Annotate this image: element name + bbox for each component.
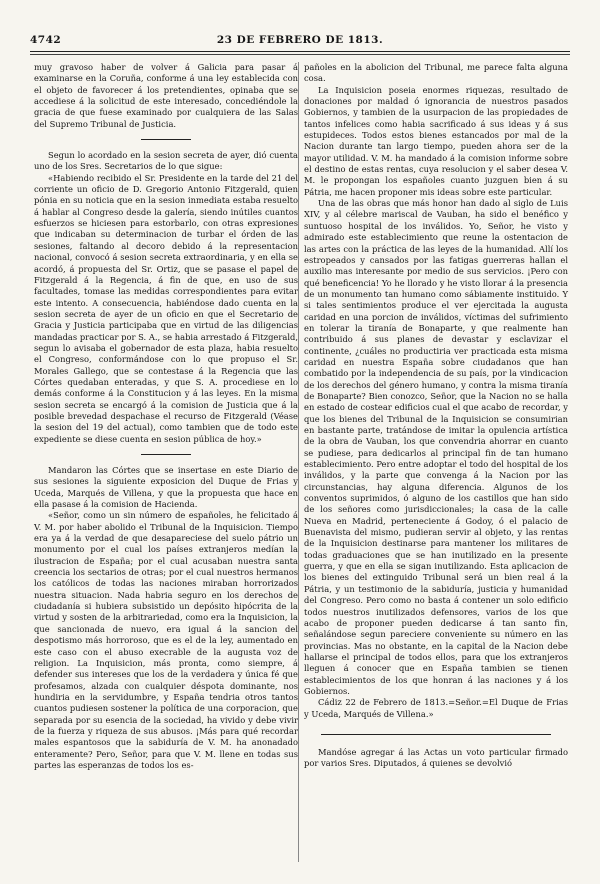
page-number: 4742 <box>30 34 62 46</box>
signature-line: Cádiz 22 de Febrero de 1813.=Señor.=El Duque de Frias y Uceda, Marqués de Villena.» <box>304 697 568 719</box>
paragraph: La Inquisicion poseia enormes riquezas, resultado de donaciones por maldad ó ignorancia de nuestros pasados Gobiernos, y tambien de la usurpacion de las propiedades de tantos infelices como habia sacrificado á sus ideas y á sus estupideces. Todos estos bienes estancados por mal de la Nacion durante tan largo tiempo, pueden ahora ser de la mayor utilidad. V. M. ha mandado á la comision informe sobre el destino de estas rentas, cuya resolucion y el saber desea V. M. le propongan los españoles cuanto juzguen bien á su Pátria, me hacen proponer mis ideas sobre este particular. <box>304 84 568 197</box>
paragraph: pañoles en la abolicion del Tribunal, me parece falta alguna cosa. <box>304 62 568 84</box>
separator <box>141 139 191 140</box>
right-column <box>304 62 568 770</box>
header-rule <box>30 51 570 52</box>
paragraph: Mandaron las Córtes que se insertase en este Diario de sus sesiones la siguiente exposicion del Duque de Frias y Uceda, Marqués de Villena, y que la propuesta que hace en ella pasase á la comision de Hacienda. <box>34 465 298 510</box>
paragraph: «Señor, como un sin número de españoles, he felicitado á V. M. por haber abolido el Tribunal de la Inquisicion. Tiempo era ya á la verdad de que desapareciese del suelo pátrio un monumento por el cual los países extranjeros medían la ilustracion de España; por el cual acusaban nuestra santa creencia los sectarios de otras; por el cual nuestros hermanos los católicos de todas las naciones miraban horrorizados nuestra situacion. Nada habria seguro en los derechos de ciudadanía si hubiera subsistido un depósito hipócrita de la virtud y sosten de la arbitrariedad, como era la Inquisicion, la que sancionada de nuevo, era igual á la sancion del despotismo más horroroso, que es el de la ley, aumentado en este caso con el abuso execrable de la augusta voz de religion. La Inquisicion, más pronta, como siempre, á defender sus intereses que los de la verdadera y única fé que profesamos, alzada con cualquier déspota dominante, nos hundiria en la servidumbre, y España tendria otros tantos cuantos pudiesen sostener la política de una corporacion, que separada por su esencia de la sociedad, ha vivido y debe vivir de la fuerza y riqueza de sus abusos. ¡Más para qué recordar males espantosos que la sabiduría de V. M. ha anonadado enteramente? Pero, Señor, para que V. M. llene en todas sus partes las esperanzas de todos los es- <box>34 510 298 770</box>
header-rule-thin <box>30 54 570 55</box>
separator <box>141 454 191 455</box>
paragraph: «Habiendo recibido el Sr. Presidente en la tarde del 21 del corriente un oficio de D. Gregorio Antonio Fitzgerald, quien pónia en su noticia que en la sesion inmediata estaba resuelto á hablar al Congreso desde la galería, siendo inútiles cuantos esfuerzos se hiciesen para estorbarlo, con otras expresiones que indicaban su determinacion de turbar el órden de las sesiones, faltando al decoro debido á la representacion nacional, convocó á sesion secreta extraordinaria, y en ella se acordó, á propuesta del Sr. Ortiz, que se pasase el papel de Fitzgerald á la Regencia, á fin de que, en uso de sus facultades, tomase las medidas correspondientes para evitar este intento. A consecuencia, habiéndose dado cuenta en la sesion secreta de ayer de un oficio en que el Secretario de Gracia y Justicia participaba que en virtud de las diligencias mandadas practicar por S. A., se habia arrestado á Fitzgerald, segun lo avisaba el gobernador de esta plaza, habia resuelto el Congreso, conformándose con lo que propuso el Sr. Morales Gallego, que se contestase á la Regencia que las Córtes quedaban enteradas, y que S. A. procediese en lo demás conforme á la Constitucion y á las leyes. En la misma sesion secreta se encargó á la comision de Justicia que á la posible brevedad despachase el recurso de Fitzgerald (Véase la sesion del 19 del actual), como tambien que de todo este expediente se diese cuenta en sesion pública de hoy.» <box>34 172 298 444</box>
separator <box>321 734 551 735</box>
header-date: 23 DE FEBRERO DE 1813. <box>216 34 384 46</box>
column-divider <box>298 62 299 862</box>
page-header <box>30 34 570 50</box>
paragraph: muy gravoso haber de volver á Galicia para pasar á examinarse en la Coruña, conforme á una ley establecida con el objeto de favorecer á los pretendientes, opinaba que se accediese á la solicitud de este interesado, concediéndole la gracia de que fuese examinado por cualquiera de las Salas del Supremo Tribunal de Justicia. <box>34 62 298 129</box>
left-column <box>34 62 298 771</box>
paragraph: Segun lo acordado en la sesion secreta de ayer, dió cuenta uno de los Sres. Secretarios de lo que sigue: <box>34 150 298 172</box>
paragraph: Mandóse agregar á las Actas un voto particular firmado por varios Sres. Diputados, á quienes se devolvió <box>304 746 568 769</box>
paragraph: Una de las obras que más honor han dado al siglo de Luis XIV, y al célebre mariscal de Vauban, ha sido el benéfico y suntuoso hospital de los inválidos. Yo, Señor, he visto y admirado este establecimiento que reune la ostentacion de las artes con la práctica de las leyes de la humanidad. Allí los estropeados y cansados por las fatigas guerreras hallan el auxilio mas interesante por medio de sus servicios. ¡Pero con qué beneficencia! Yo he llorado y he visto llorar á la presencia de un monumento tan humano como sábiamente instituido. Y si tales sentimientos produce el ver ejercitada la augusta caridad en una porcion de inválidos, víctimas del sufrimiento en tolerar la tiranía de Bonaparte, y que realmente han contribuido á sus planes de devastar y esclavizar el continente, ¿cuáles no productiria ver practicada esta misma caridad en nuestra España sobre ciudadanos que han combatido por la independencia de su país, por la vindicacion de los derechos del género humano, y contra la misma tiranía de Bonaparte? Bien conozco, Señor, que la Nacion no se halla en estado de costear edificios cual el que acabo de recordar, y que los bienes del Tribunal de la Inquisicion se consumirian en bastante parte, tratándose de imitar la opulencia artística de la obra de Vauban, los que convendria ahorrar en cuanto se pudiese, para dedicarlos al principal fin de tan humano establecimiento. Pero entre adoptar el todo del hospital de los inválidos, y la parte que convenga á la Nacion por las circunstancias, hay alguna diferencia. Algunos de los conventos suprimidos, ó alguno de los castillos que han sido de los señores como jurisdiccionales; la casa de la calle Nueva en Madrid, perteneciente á Godoy, ó el palacio de Buenavista del mismo, pudieran servir al objeto, y las rentas de la Inquisicion destinarse para mantener los militares de todas graduaciones que se han inutilizado en la presente guerra, y que en ella se sigan inutilizando. Esta aplicacion de los bienes del extinguido Tribunal será un bien real á la Pátria, y un testimonio de la sabiduría, justicia y humanidad del Congreso. Pero como no basta á contener un solo edificio todos nuestros inutilizados defensores, varios de los que acabo de proponer pueden dedicarse á tan santo fin, señalándose segun pareciere conveniente su número en las provincias. Mas no obstante, en la capital de la Nacion debe hallarse el principal de todos ellos, para que los extranjeros lleguen á conocer que en España tambien se tienen establecimientos de los que honran á las naciones y á los Gobiernos. <box>304 198 568 696</box>
